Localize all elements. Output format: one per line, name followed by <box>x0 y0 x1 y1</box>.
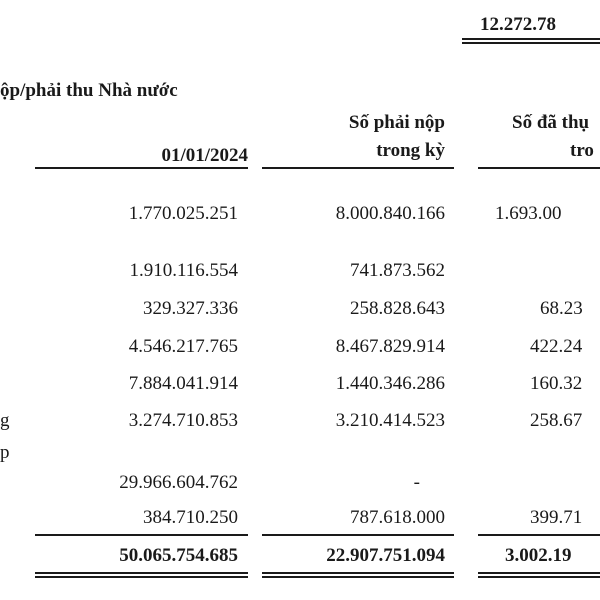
row-9-payable: 787.618.000 <box>350 507 445 528</box>
row-8-opening: 29.966.604.762 <box>119 472 238 493</box>
row-9-opening: 384.710.250 <box>143 507 238 528</box>
section-title: ộp/phải thu Nhà nước <box>0 80 178 101</box>
header-underline-col1 <box>35 167 248 169</box>
total-paid: 3.002.19 <box>505 545 572 566</box>
totals-underline-col1-a <box>35 572 248 574</box>
totals-underline-col2-a <box>262 572 454 574</box>
row-6-payable: 3.210.414.523 <box>335 410 445 431</box>
header-paid-line1: Số đã thụ <box>512 112 590 133</box>
row-9-paid: 399.71 <box>530 507 583 528</box>
row-3-payable: 258.828.643 <box>350 298 445 319</box>
row-5-payable: 1.440.346.286 <box>335 373 445 394</box>
top-total-underline-1 <box>462 38 600 40</box>
row-6-opening: 3.274.710.853 <box>128 410 238 431</box>
total-payable: 22.907.751.094 <box>326 545 445 566</box>
row-5-paid: 160.32 <box>530 373 583 394</box>
totals-underline-col3-a <box>478 572 600 574</box>
totals-underline-col1-b <box>35 576 248 578</box>
row-2-payable: 741.873.562 <box>350 260 445 281</box>
row-4-opening: 4.546.217.765 <box>128 336 238 357</box>
row-4-paid: 422.24 <box>530 336 583 357</box>
row-8-payable: - <box>413 472 420 493</box>
top-total-value: 12.272.78 <box>480 14 556 35</box>
row-6-paid: 258.67 <box>530 410 583 431</box>
header-underline-col3 <box>478 167 600 169</box>
header-opening-balance: 01/01/2024 <box>161 145 248 166</box>
header-underline-col2 <box>262 167 454 169</box>
totals-topline-col1 <box>35 534 248 536</box>
header-payable-line1: Số phải nộp <box>348 112 445 133</box>
row-1-paid: 1.693.00 <box>495 203 562 224</box>
header-paid-line2: tro <box>570 140 594 161</box>
totals-underline-col2-b <box>262 576 454 578</box>
row-2-opening: 1.910.116.554 <box>129 260 238 281</box>
row-6-label: g <box>0 410 10 431</box>
totals-topline-col2 <box>262 534 454 536</box>
header-payable-line2: trong kỳ <box>376 140 445 161</box>
row-1-payable: 8.000.840.166 <box>335 203 445 224</box>
top-total-underline-2 <box>462 42 600 44</box>
total-opening: 50.065.754.685 <box>119 545 238 566</box>
row-3-paid: 68.23 <box>540 298 583 319</box>
row-1-opening: 1.770.025.251 <box>128 203 238 224</box>
row-4-payable: 8.467.829.914 <box>335 336 445 357</box>
row-7-label: p <box>0 442 10 463</box>
row-5-opening: 7.884.041.914 <box>128 373 238 394</box>
totals-underline-col3-b <box>478 576 600 578</box>
totals-topline-col3 <box>478 534 600 536</box>
row-3-opening: 329.327.336 <box>143 298 238 319</box>
